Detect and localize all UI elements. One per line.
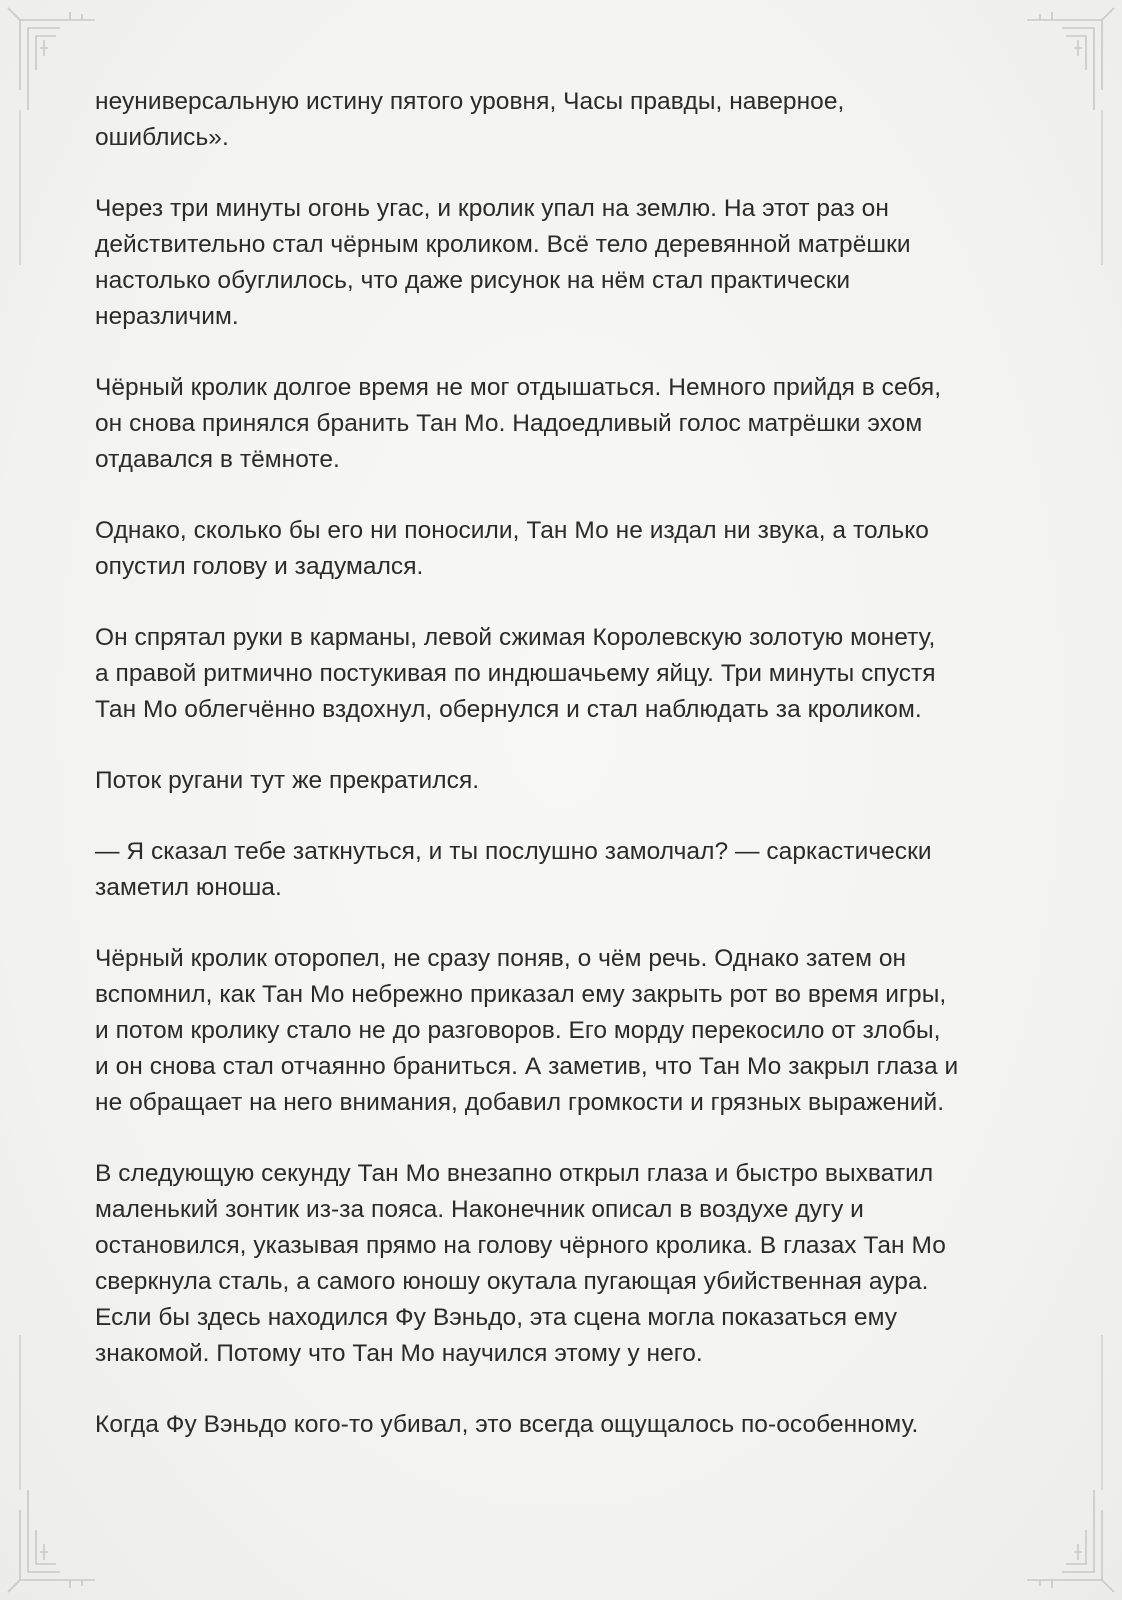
text-line: знакомой. Потому что Тан Мо научился этому у него.	[95, 1340, 703, 1367]
paragraph	[95, 834, 1025, 906]
text-line: Однако, сколько бы его ни поносили, Тан Мо не издал ни звука, а только	[95, 517, 929, 544]
paragraph	[95, 1407, 1025, 1443]
text-line: остановился, указывая прямо на голову чёрного кролика. В глазах Тан Мо	[95, 1232, 946, 1259]
text-line: и он снова стал отчаянно браниться. А заметив, что Тан Мо закрыл глаза и	[95, 1053, 959, 1080]
text-line: и потом кролику стало не до разговоров. Его морду перекосило от злобы,	[95, 1017, 941, 1044]
text-line: маленький зонтик из-за пояса. Наконечник описал в воздухе дугу и	[95, 1196, 864, 1223]
corner-ornament-top-right	[1027, 8, 1114, 110]
text-line: Поток ругани тут же прекратился.	[95, 767, 480, 794]
text-line: В следующую секунду Тан Мо внезапно открыл глаза и быстро выхватил	[95, 1160, 934, 1187]
text-line: Когда Фу Вэньдо кого-то убивал, это всегда ощущалось по-особенному.	[95, 1411, 919, 1438]
text-line: сверкнула сталь, а самого юношу окутала пугающая убийственная аура.	[95, 1268, 929, 1295]
paragraph	[95, 763, 1025, 799]
paragraph	[95, 191, 1025, 335]
text-line: Через три минуты огонь угас, и кролик упал на землю. На этот раз он	[95, 195, 889, 222]
text-line: а правой ритмично постукивая по индюшачьему яйцу. Три минуты спустя	[95, 660, 936, 687]
text-line: опустил голову и задумался.	[95, 553, 424, 580]
text-line: ошиблись».	[95, 124, 229, 151]
paragraph	[95, 370, 1025, 478]
paragraph	[95, 941, 1025, 1121]
text-line: заметил юноша.	[95, 874, 282, 901]
corner-ornament-top-left	[8, 8, 95, 110]
corner-ornament-bottom-right	[1027, 1490, 1114, 1592]
chapter-text	[95, 84, 1025, 1478]
text-line: он снова принялся бранить Тан Мо. Надоедливый голос матрёшки эхом	[95, 410, 923, 437]
paragraph	[95, 620, 1025, 728]
text-line: вспомнил, как Тан Мо небрежно приказал ему закрыть рот во время игры,	[95, 981, 947, 1008]
text-line: — Я сказал тебе заткнуться, и ты послушно замолчал? — саркастически	[95, 838, 932, 865]
text-line: неуниверсальную истину пятого уровня, Часы правды, наверное,	[95, 88, 845, 115]
corner-ornament-bottom-left	[8, 1490, 95, 1592]
text-line: неразличим.	[95, 303, 239, 330]
text-line: Чёрный кролик долгое время не мог отдышаться. Немного прийдя в себя,	[95, 374, 942, 401]
text-line: действительно стал чёрным кроликом. Всё тело деревянной матрёшки	[95, 231, 911, 258]
text-line: не обращает на него внимания, добавил громкости и грязных выражений.	[95, 1089, 945, 1116]
paragraph	[95, 513, 1025, 585]
text-line: Чёрный кролик оторопел, не сразу поняв, о чём речь. Однако затем он	[95, 945, 907, 972]
text-line: Он спрятал руки в карманы, левой сжимая Королевскую золотую монету,	[95, 624, 936, 651]
text-line: настолько обуглилось, что даже рисунок на нём стал практически	[95, 267, 851, 294]
paragraph	[95, 84, 1025, 156]
text-line: Если бы здесь находился Фу Вэньдо, эта сцена могла показаться ему	[95, 1304, 898, 1331]
text-line: отдавался в тёмноте.	[95, 446, 340, 473]
text-line: Тан Мо облегчённо вздохнул, обернулся и стал наблюдать за кроликом.	[95, 696, 922, 723]
paragraph	[95, 1156, 1025, 1372]
